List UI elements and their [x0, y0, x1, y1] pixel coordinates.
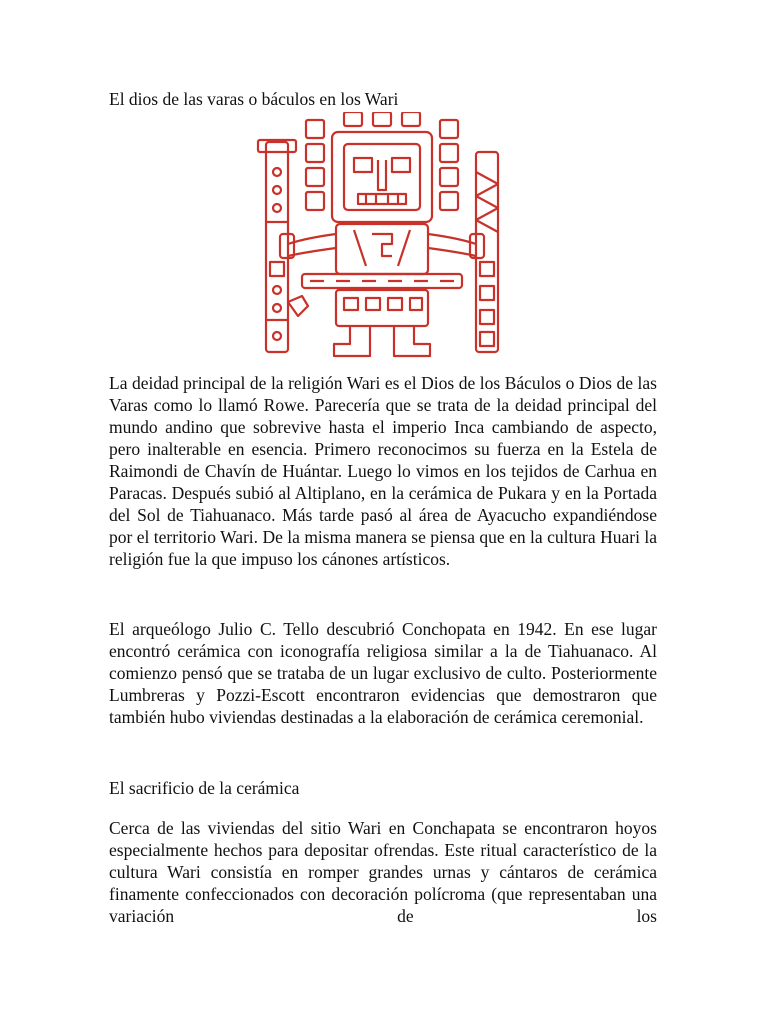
paragraph-conchopata — [109, 618, 657, 728]
paragraph-text: La deidad principal de la religión Wari es el Dios de los Báculos o Dios de las Varas como lo llamó Rowe. Parecería que se trata de la deidad principal del mundo andino que sobrevive hasta el imperio Inca cambiando de aspecto, pero inalterable en esencia. Primero reconocimos su fuerza en la Estela de Raimondi de Chavín de Huántar. Luego lo vimos en los tejidos de Carhua en Paracas. Después subió al Altiplano, en la cerámica de Pukara y en la Portada del Sol de Tiahuanaco. Más tarde pasó al área de Ayacucho expandiéndose por el territorio Wari. De la misma manera se piensa que en la cultura Huari la religión fue la que impuso los cánones artísticos. — [109, 373, 657, 569]
paragraph-text: El arqueólogo Julio C. Tello descubrió Conchopata en 1942. En ese lugar encontró cerámica con iconografía religiosa similar a la de Tiahuanaco. Al comienzo pensó que se trataba de un lugar exclusivo de culto. Posteriormente Lumbreras y Pozzi-Escott encontraron evidencias que demostraron que también hubo viviendas destinadas a la elaboración de cerámica ceremonial. — [109, 619, 657, 727]
page-title: El dios de las varas o báculos en los Wari — [109, 89, 399, 109]
paragraph-text: Cerca de las viviendas del sitio Wari en Conchapata se encontraron hoyos especialmente hechos para depositar ofrendas. Este ritual característico de la cultura Wari consistía en romper grandes urnas y cántaros de cerámica finamente confeccionados con decoración polícroma (que representaban una variación de los — [109, 818, 657, 926]
wari-staff-god-drawing-icon — [244, 112, 520, 364]
paragraph-staff-god — [109, 372, 657, 570]
paragraph-ceramic-sacrifice — [109, 817, 657, 927]
section-heading: El sacrificio de la cerámica — [109, 778, 300, 798]
